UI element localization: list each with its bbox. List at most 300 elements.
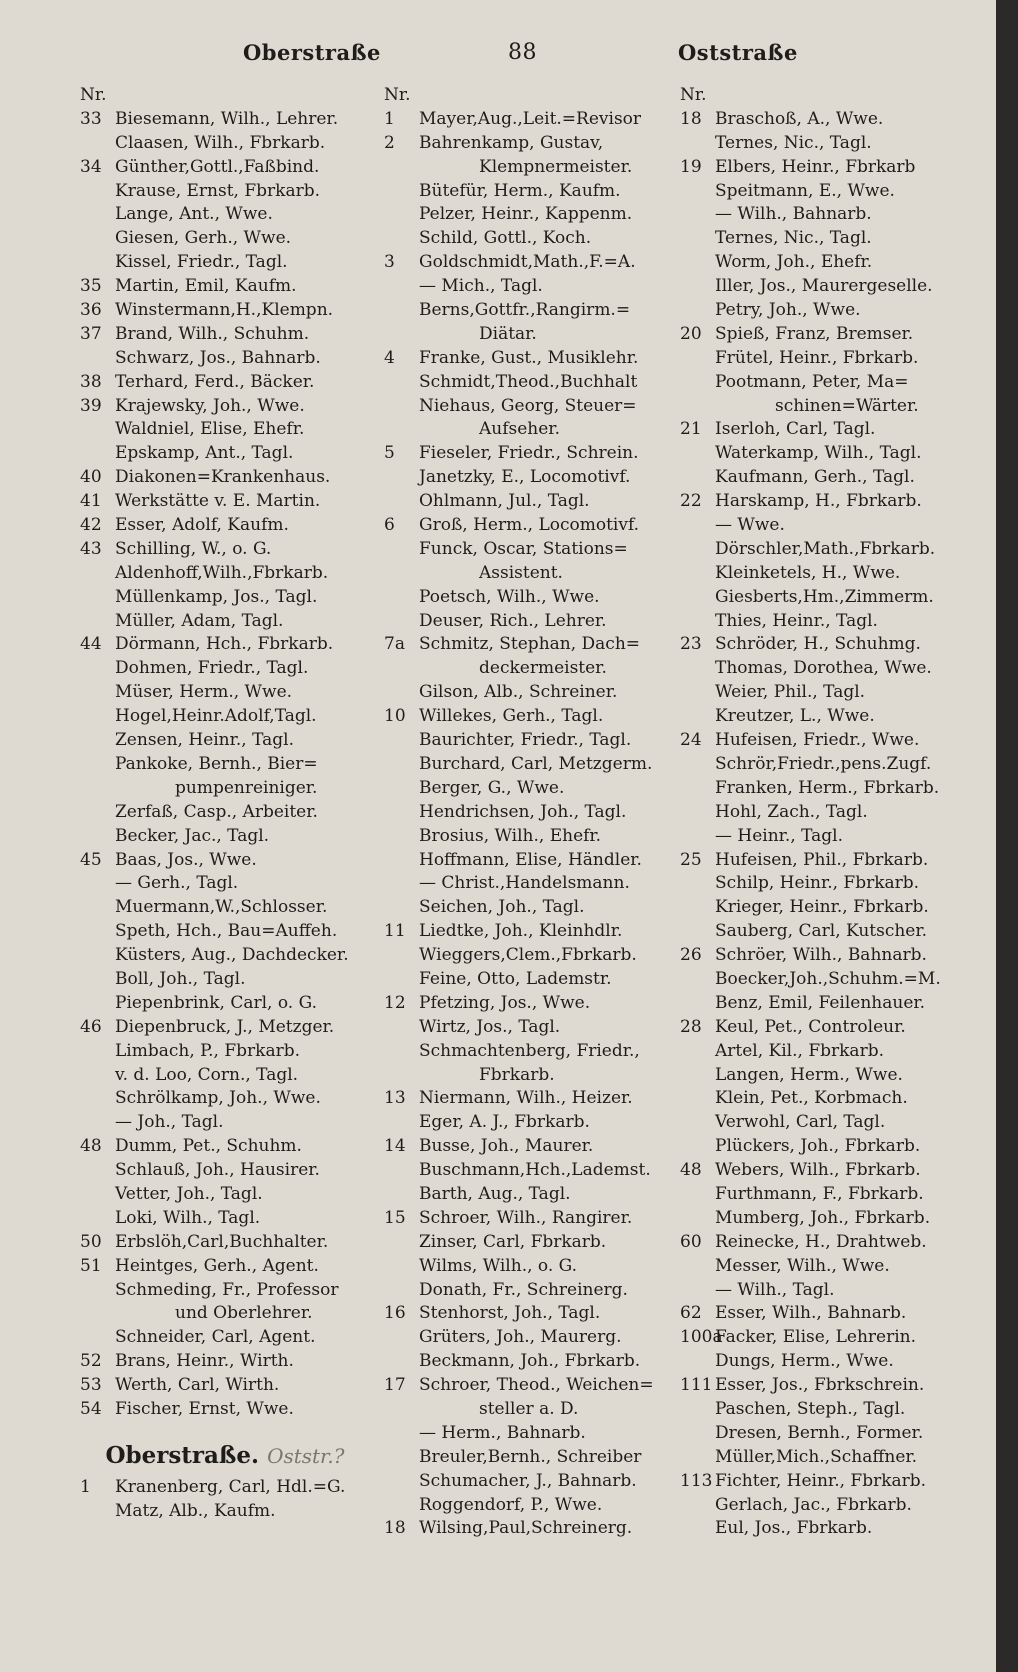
house-number: 11: [384, 921, 406, 942]
resident-entry: Baas, Jos., Wwe.: [115, 849, 257, 870]
resident-entry: steller a. D.: [479, 1398, 579, 1419]
house-number: 6: [384, 515, 395, 536]
resident-entry: Langen, Herm., Wwe.: [715, 1064, 903, 1085]
resident-entry: Webers, Wilh., Fbrkarb.: [715, 1160, 921, 1181]
house-number: [80, 1302, 115, 1326]
house-number: [80, 347, 115, 371]
house-number: [80, 562, 115, 586]
directory-entry: [680, 275, 970, 299]
directory-entry: [384, 1207, 674, 1231]
house-number: 40: [80, 467, 102, 488]
resident-entry: Grüters, Joh., Maurerg.: [419, 1327, 622, 1348]
house-number: [680, 968, 715, 992]
resident-entry: Erbslöh,Carl,Buchhalter.: [115, 1231, 329, 1252]
resident-entry: Paschen, Steph., Tagl.: [715, 1398, 906, 1419]
directory-entry: [384, 1087, 674, 1111]
directory-entry: [680, 395, 970, 419]
resident-entry: Assistent.: [479, 562, 563, 583]
house-number: 60: [680, 1231, 702, 1252]
directory-entry: [384, 1494, 674, 1518]
house-number: [80, 1040, 115, 1064]
resident-entry: Elbers, Heinr., Fbrkarb: [715, 156, 916, 177]
resident-entry: Ohlmann, Jul., Tagl.: [419, 491, 590, 512]
resident-entry: Bütefür, Herm., Kaufm.: [419, 180, 621, 201]
directory-entry: [80, 442, 370, 466]
resident-entry: Diepenbruck, J., Metzger.: [115, 1016, 335, 1037]
house-number: [680, 1494, 715, 1518]
house-number: [384, 586, 419, 610]
house-number: 54: [80, 1398, 102, 1419]
directory-entry: [680, 801, 970, 825]
resident-entry: Buschmann,Hch.,Lademst.: [419, 1160, 651, 1181]
house-number: 51: [80, 1255, 102, 1276]
house-number: 52: [80, 1351, 102, 1372]
directory-entry: [80, 968, 370, 992]
resident-entry: Frütel, Heinr., Fbrkarb.: [715, 347, 919, 368]
resident-entry: Kranenberg, Carl, Hdl.=G.: [115, 1476, 346, 1497]
house-number: [680, 705, 715, 729]
house-number: [680, 1087, 715, 1111]
resident-entry: Thies, Heinr., Tagl.: [715, 610, 878, 631]
directory-entry: [680, 347, 970, 371]
directory-entry: [80, 1302, 370, 1326]
directory-entry: [680, 968, 970, 992]
directory-entry: [80, 371, 370, 395]
resident-entry: Brans, Heinr., Wirth.: [115, 1351, 294, 1372]
directory-entry: [680, 538, 970, 562]
resident-entry: Artel, Kil., Fbrkarb.: [715, 1040, 884, 1061]
house-number: 15: [384, 1207, 406, 1228]
house-number: [80, 753, 115, 777]
house-number: [384, 1040, 419, 1064]
house-number: [80, 132, 115, 156]
directory-entry: [384, 1159, 674, 1183]
house-number: [80, 681, 115, 705]
house-number: [80, 418, 115, 442]
house-number: 26: [680, 945, 702, 966]
resident-entry: Brand, Wilh., Schuhm.: [115, 323, 310, 344]
directory-entry: [80, 825, 370, 849]
directory-entry: [384, 514, 674, 538]
directory-entry: [80, 1183, 370, 1207]
house-number: [384, 275, 419, 299]
directory-entry: [680, 1494, 970, 1518]
resident-entry: Donath, Fr., Schreinerg.: [419, 1279, 628, 1300]
house-number: [680, 1207, 715, 1231]
directory-entry: [384, 1326, 674, 1350]
directory-entry: [80, 538, 370, 562]
house-number: [80, 968, 115, 992]
house-number: [680, 1422, 715, 1446]
directory-entry: [384, 944, 674, 968]
resident-entry: Terhard, Ferd., Bäcker.: [115, 371, 315, 392]
house-number: [384, 849, 419, 873]
directory-entry: [680, 849, 970, 873]
resident-entry: Willekes, Gerh., Tagl.: [419, 706, 604, 727]
directory-entry: [80, 777, 370, 801]
house-number: [384, 968, 419, 992]
resident-entry: Zerfaß, Casp., Arbeiter.: [115, 801, 318, 822]
house-number: [384, 1255, 419, 1279]
house-number: [384, 1064, 419, 1088]
resident-entry: Hoffmann, Elise, Händler.: [419, 849, 642, 870]
directory-entry: [80, 1398, 370, 1422]
resident-entry: Müser, Herm., Wwe.: [115, 682, 293, 703]
resident-entry: — Wwe.: [715, 515, 785, 536]
resident-entry: Zensen, Heinr., Tagl.: [115, 730, 294, 751]
house-number: [80, 586, 115, 610]
house-number: 18: [680, 108, 702, 129]
directory-entry: [384, 920, 674, 944]
resident-entry: Loki, Wilh., Tagl.: [115, 1207, 261, 1228]
house-number: 2: [384, 132, 395, 153]
resident-entry: Schrör,Friedr.,pens.Zugf.: [715, 753, 932, 774]
resident-entry: Schröer, Wilh., Bahnarb.: [715, 945, 927, 966]
resident-entry: Schwarz, Jos., Bahnarb.: [115, 347, 321, 368]
resident-entry: Dörmann, Hch., Fbrkarb.: [115, 634, 334, 655]
resident-entry: Schlauß, Joh., Hausirer.: [115, 1160, 320, 1181]
house-number: [680, 1398, 715, 1422]
resident-entry: — Herm., Bahnarb.: [419, 1422, 586, 1443]
directory-entry: [80, 753, 370, 777]
resident-entry: Fischer, Ernst, Wwe.: [115, 1398, 294, 1419]
directory-entry: [80, 992, 370, 1016]
directory-entry: [80, 203, 370, 227]
column-3-entries: [680, 84, 970, 1541]
resident-entry: Schmeding, Fr., Professor: [115, 1279, 339, 1300]
resident-entry: Funck, Oscar, Stations=: [419, 538, 628, 559]
house-number: [384, 753, 419, 777]
directory-entry: [80, 849, 370, 873]
resident-entry: Müllenkamp, Jos., Tagl.: [115, 586, 318, 607]
directory-entry: [80, 323, 370, 347]
resident-entry: Wilms, Wilh., o. G.: [419, 1255, 578, 1276]
house-number: 18: [384, 1518, 406, 1539]
directory-entry: [384, 992, 674, 1016]
directory-entry: [384, 156, 674, 180]
house-number: [80, 1159, 115, 1183]
resident-entry: Boll, Joh., Tagl.: [115, 968, 246, 989]
resident-entry: Harskamp, H., Fbrkarb.: [715, 491, 922, 512]
house-number: [80, 1087, 115, 1111]
resident-entry: Giesen, Gerh., Wwe.: [115, 228, 292, 249]
house-number: 45: [80, 849, 102, 870]
directory-entry: [80, 1207, 370, 1231]
header-right-street: Oststraße: [678, 40, 798, 65]
directory-entry: [80, 1476, 370, 1500]
directory-entry: [384, 251, 674, 275]
directory-entry: [680, 610, 970, 634]
resident-entry: Breuler,Bernh., Schreiber: [419, 1446, 642, 1467]
resident-entry: — Wilh., Bahnarb.: [715, 204, 872, 225]
house-number: [680, 801, 715, 825]
resident-entry: Niehaus, Georg, Steuer=: [419, 395, 637, 416]
house-number: 100a: [680, 1327, 723, 1348]
house-number: [680, 1517, 715, 1541]
house-number: 19: [680, 156, 702, 177]
resident-entry: Niermann, Wilh., Heizer.: [419, 1088, 633, 1109]
house-number: [384, 657, 419, 681]
resident-entry: Groß, Herm., Locomotivf.: [419, 515, 640, 536]
directory-entry: [384, 753, 674, 777]
directory-entry: [384, 108, 674, 132]
directory-entry: [80, 395, 370, 419]
directory-entry: [680, 1446, 970, 1470]
resident-entry: schinen=Wärter.: [775, 395, 919, 416]
resident-entry: Wilsing,Paul,Schreinerg.: [419, 1518, 633, 1539]
directory-entry: [80, 1279, 370, 1303]
directory-entry: [680, 466, 970, 490]
house-number: [384, 1159, 419, 1183]
directory-entry: [680, 729, 970, 753]
resident-entry: Becker, Jac., Tagl.: [115, 825, 270, 846]
directory-entry: [680, 1135, 970, 1159]
column-1: [80, 84, 370, 1524]
directory-entry: [680, 323, 970, 347]
house-number: [80, 1326, 115, 1350]
resident-entry: pumpenreiniger.: [175, 777, 318, 798]
house-number: 39: [80, 395, 102, 416]
directory-entry: [680, 514, 970, 538]
house-number: 21: [680, 419, 702, 440]
house-number: [680, 132, 715, 156]
house-number: [680, 347, 715, 371]
house-number: [680, 275, 715, 299]
directory-entry: [384, 1279, 674, 1303]
directory-entry: [80, 466, 370, 490]
house-number: Nr.: [80, 85, 107, 105]
directory-entry: [80, 1016, 370, 1040]
directory-entry: [384, 681, 674, 705]
directory-entry: [384, 1422, 674, 1446]
resident-entry: Eger, A. J., Fbrkarb.: [419, 1112, 590, 1133]
directory-entry: [80, 514, 370, 538]
house-number: [80, 1207, 115, 1231]
directory-entry: [384, 729, 674, 753]
house-number: 113: [680, 1470, 713, 1491]
resident-entry: Schmitz, Stephan, Dach=: [419, 634, 641, 655]
resident-entry: Müller, Adam, Tagl.: [115, 610, 284, 631]
house-number: [680, 920, 715, 944]
house-number: [384, 1470, 419, 1494]
resident-entry: Wieggers,Clem.,Fbrkarb.: [419, 945, 637, 966]
house-number: [80, 1183, 115, 1207]
house-number: 1: [80, 1476, 91, 1497]
house-number: [80, 442, 115, 466]
house-number: [80, 944, 115, 968]
resident-entry: Werth, Carl, Wirth.: [115, 1375, 280, 1396]
house-number: [384, 681, 419, 705]
house-number: 33: [80, 108, 102, 129]
directory-entry: [80, 275, 370, 299]
house-number: 12: [384, 992, 406, 1013]
house-number: 1: [384, 108, 395, 129]
directory-entry: [680, 1517, 970, 1541]
resident-entry: Limbach, P., Fbrkarb.: [115, 1040, 300, 1061]
house-number: [384, 371, 419, 395]
resident-entry: Martin, Emil, Kaufm.: [115, 276, 297, 297]
house-number: [80, 180, 115, 204]
house-number: 62: [680, 1303, 702, 1324]
resident-entry: Goldschmidt,Math.,F.=A.: [419, 252, 636, 273]
resident-entry: Schilp, Heinr., Fbrkarb.: [715, 873, 920, 894]
house-number: [384, 1183, 419, 1207]
resident-entry: Verwohl, Carl, Tagl.: [715, 1112, 886, 1133]
house-number: [80, 1064, 115, 1088]
directory-entry: [80, 156, 370, 180]
directory-entry: [680, 84, 970, 108]
directory-entry: [384, 1446, 674, 1470]
directory-entry: [80, 299, 370, 323]
resident-entry: Esser, Jos., Fbrkschrein.: [715, 1375, 925, 1396]
directory-entry: [80, 1064, 370, 1088]
directory-entry: [80, 1231, 370, 1255]
resident-entry: Schmidt,Theod.,Buchhalt: [419, 371, 638, 392]
house-number: [680, 872, 715, 896]
house-number: [680, 753, 715, 777]
directory-entry: [80, 872, 370, 896]
house-number: 46: [80, 1016, 102, 1037]
resident-entry: Diakonen=Krankenhaus.: [115, 467, 331, 488]
resident-entry: Speitmann, E., Wwe.: [715, 180, 895, 201]
resident-entry: — Gerh., Tagl.: [115, 873, 239, 894]
house-number: [384, 872, 419, 896]
resident-entry: Fichter, Heinr., Fbrkarb.: [715, 1470, 927, 1491]
resident-entry: Berger, G., Wwe.: [419, 777, 565, 798]
resident-entry: Zinser, Carl, Fbrkarb.: [419, 1231, 607, 1252]
resident-entry: Claasen, Wilh., Fbrkarb.: [115, 132, 326, 153]
resident-entry: Schmachtenberg, Friedr.,: [419, 1040, 640, 1061]
house-number: [80, 777, 115, 801]
resident-entry: Schroer, Theod., Weichen=: [419, 1375, 654, 1396]
house-number: 13: [384, 1088, 406, 1109]
house-number: [80, 227, 115, 251]
house-number: 3: [384, 252, 395, 273]
resident-entry: Pankoke, Bernh., Bier=: [115, 753, 318, 774]
house-number: 22: [680, 491, 702, 512]
house-number: [384, 299, 419, 323]
directory-entry: [680, 227, 970, 251]
resident-entry: Plückers, Joh., Fbrkarb.: [715, 1136, 921, 1157]
resident-entry: Schröder, H., Schuhmg.: [715, 634, 921, 655]
directory-entry: [384, 418, 674, 442]
house-number: [384, 777, 419, 801]
directory-entry: [80, 1135, 370, 1159]
resident-entry: Heintges, Gerh., Agent.: [115, 1255, 319, 1276]
house-number: [384, 466, 419, 490]
directory-entry: [384, 849, 674, 873]
resident-entry: Furthmann, F., Fbrkarb.: [715, 1183, 924, 1204]
directory-entry: [680, 777, 970, 801]
house-number: [384, 1350, 419, 1374]
resident-entry: Pootmann, Peter, Ma=: [715, 371, 909, 392]
directory-entry: [384, 299, 674, 323]
directory-entry: [80, 729, 370, 753]
directory-entry: [80, 610, 370, 634]
house-number: 48: [680, 1160, 702, 1181]
resident-entry: Ternes, Nic., Tagl.: [715, 228, 872, 249]
resident-entry: Seichen, Joh., Tagl.: [419, 897, 585, 918]
house-number: [80, 825, 115, 849]
directory-entry: [80, 896, 370, 920]
house-number: [680, 538, 715, 562]
directory-entry: [80, 944, 370, 968]
house-number: [680, 1111, 715, 1135]
directory-entry: [680, 1159, 970, 1183]
resident-entry: v. d. Loo, Corn., Tagl.: [115, 1064, 299, 1085]
resident-entry: Speth, Hch., Bau=Auffeh.: [115, 921, 338, 942]
directory-entry: [680, 299, 970, 323]
resident-entry: Iller, Jos., Maurergeselle.: [715, 276, 933, 297]
directory-entry: [80, 1111, 370, 1135]
directory-entry: [680, 1398, 970, 1422]
directory-entry: [680, 1207, 970, 1231]
resident-entry: Waldniel, Elise, Ehefr.: [115, 419, 305, 440]
directory-entry: [80, 418, 370, 442]
directory-entry: [80, 132, 370, 156]
directory-entry: [80, 681, 370, 705]
house-number: [384, 490, 419, 514]
directory-entry: [80, 562, 370, 586]
resident-entry: — Joh., Tagl.: [115, 1112, 224, 1133]
resident-entry: Barth, Aug., Tagl.: [419, 1183, 571, 1204]
directory-entry: [384, 371, 674, 395]
directory-entry: [384, 1255, 674, 1279]
directory-entry: [680, 1470, 970, 1494]
directory-entry: [384, 1016, 674, 1040]
house-number: 28: [680, 1016, 702, 1037]
directory-entry: [680, 132, 970, 156]
resident-entry: Wirtz, Jos., Tagl.: [419, 1016, 561, 1037]
directory-entry: [680, 586, 970, 610]
resident-entry: Eul, Jos., Fbrkarb.: [715, 1518, 873, 1539]
resident-entry: Aldenhoff,Wilh.,Fbrkarb.: [115, 562, 329, 583]
house-number: Nr.: [384, 85, 411, 105]
directory-entry: [384, 132, 674, 156]
house-number: [80, 705, 115, 729]
resident-entry: Winstermann,H.,Klempn.: [115, 300, 334, 321]
directory-entry: [80, 1326, 370, 1350]
directory-entry: [680, 1231, 970, 1255]
house-number: [384, 562, 419, 586]
house-number: 17: [384, 1375, 406, 1396]
resident-entry: Werkstätte v. E. Martin.: [115, 491, 321, 512]
resident-entry: Fieseler, Friedr., Schrein.: [419, 443, 639, 464]
house-number: 38: [80, 371, 102, 392]
house-number: [80, 801, 115, 825]
directory-entry: [80, 1500, 370, 1524]
resident-entry: Schilling, W., o. G.: [115, 538, 272, 559]
directory-entry: [384, 1231, 674, 1255]
directory-entry: [80, 1350, 370, 1374]
resident-entry: Hohl, Zach., Tagl.: [715, 801, 868, 822]
directory-entry: [384, 1517, 674, 1541]
column-2-entries: [384, 84, 674, 1541]
directory-entry: [80, 108, 370, 132]
house-number: [680, 1279, 715, 1303]
directory-entry: [680, 418, 970, 442]
directory-entry: [680, 1064, 970, 1088]
directory-entry: [384, 347, 674, 371]
house-number: [680, 896, 715, 920]
house-number: [384, 1446, 419, 1470]
directory-entry: [80, 251, 370, 275]
resident-entry: Dumm, Pet., Schuhm.: [115, 1136, 302, 1157]
house-number: 37: [80, 323, 102, 344]
resident-entry: Klempnermeister.: [479, 156, 633, 177]
resident-entry: Müller,Mich.,Schaffner.: [715, 1446, 918, 1467]
resident-entry: Braschoß, A., Wwe.: [715, 108, 884, 129]
